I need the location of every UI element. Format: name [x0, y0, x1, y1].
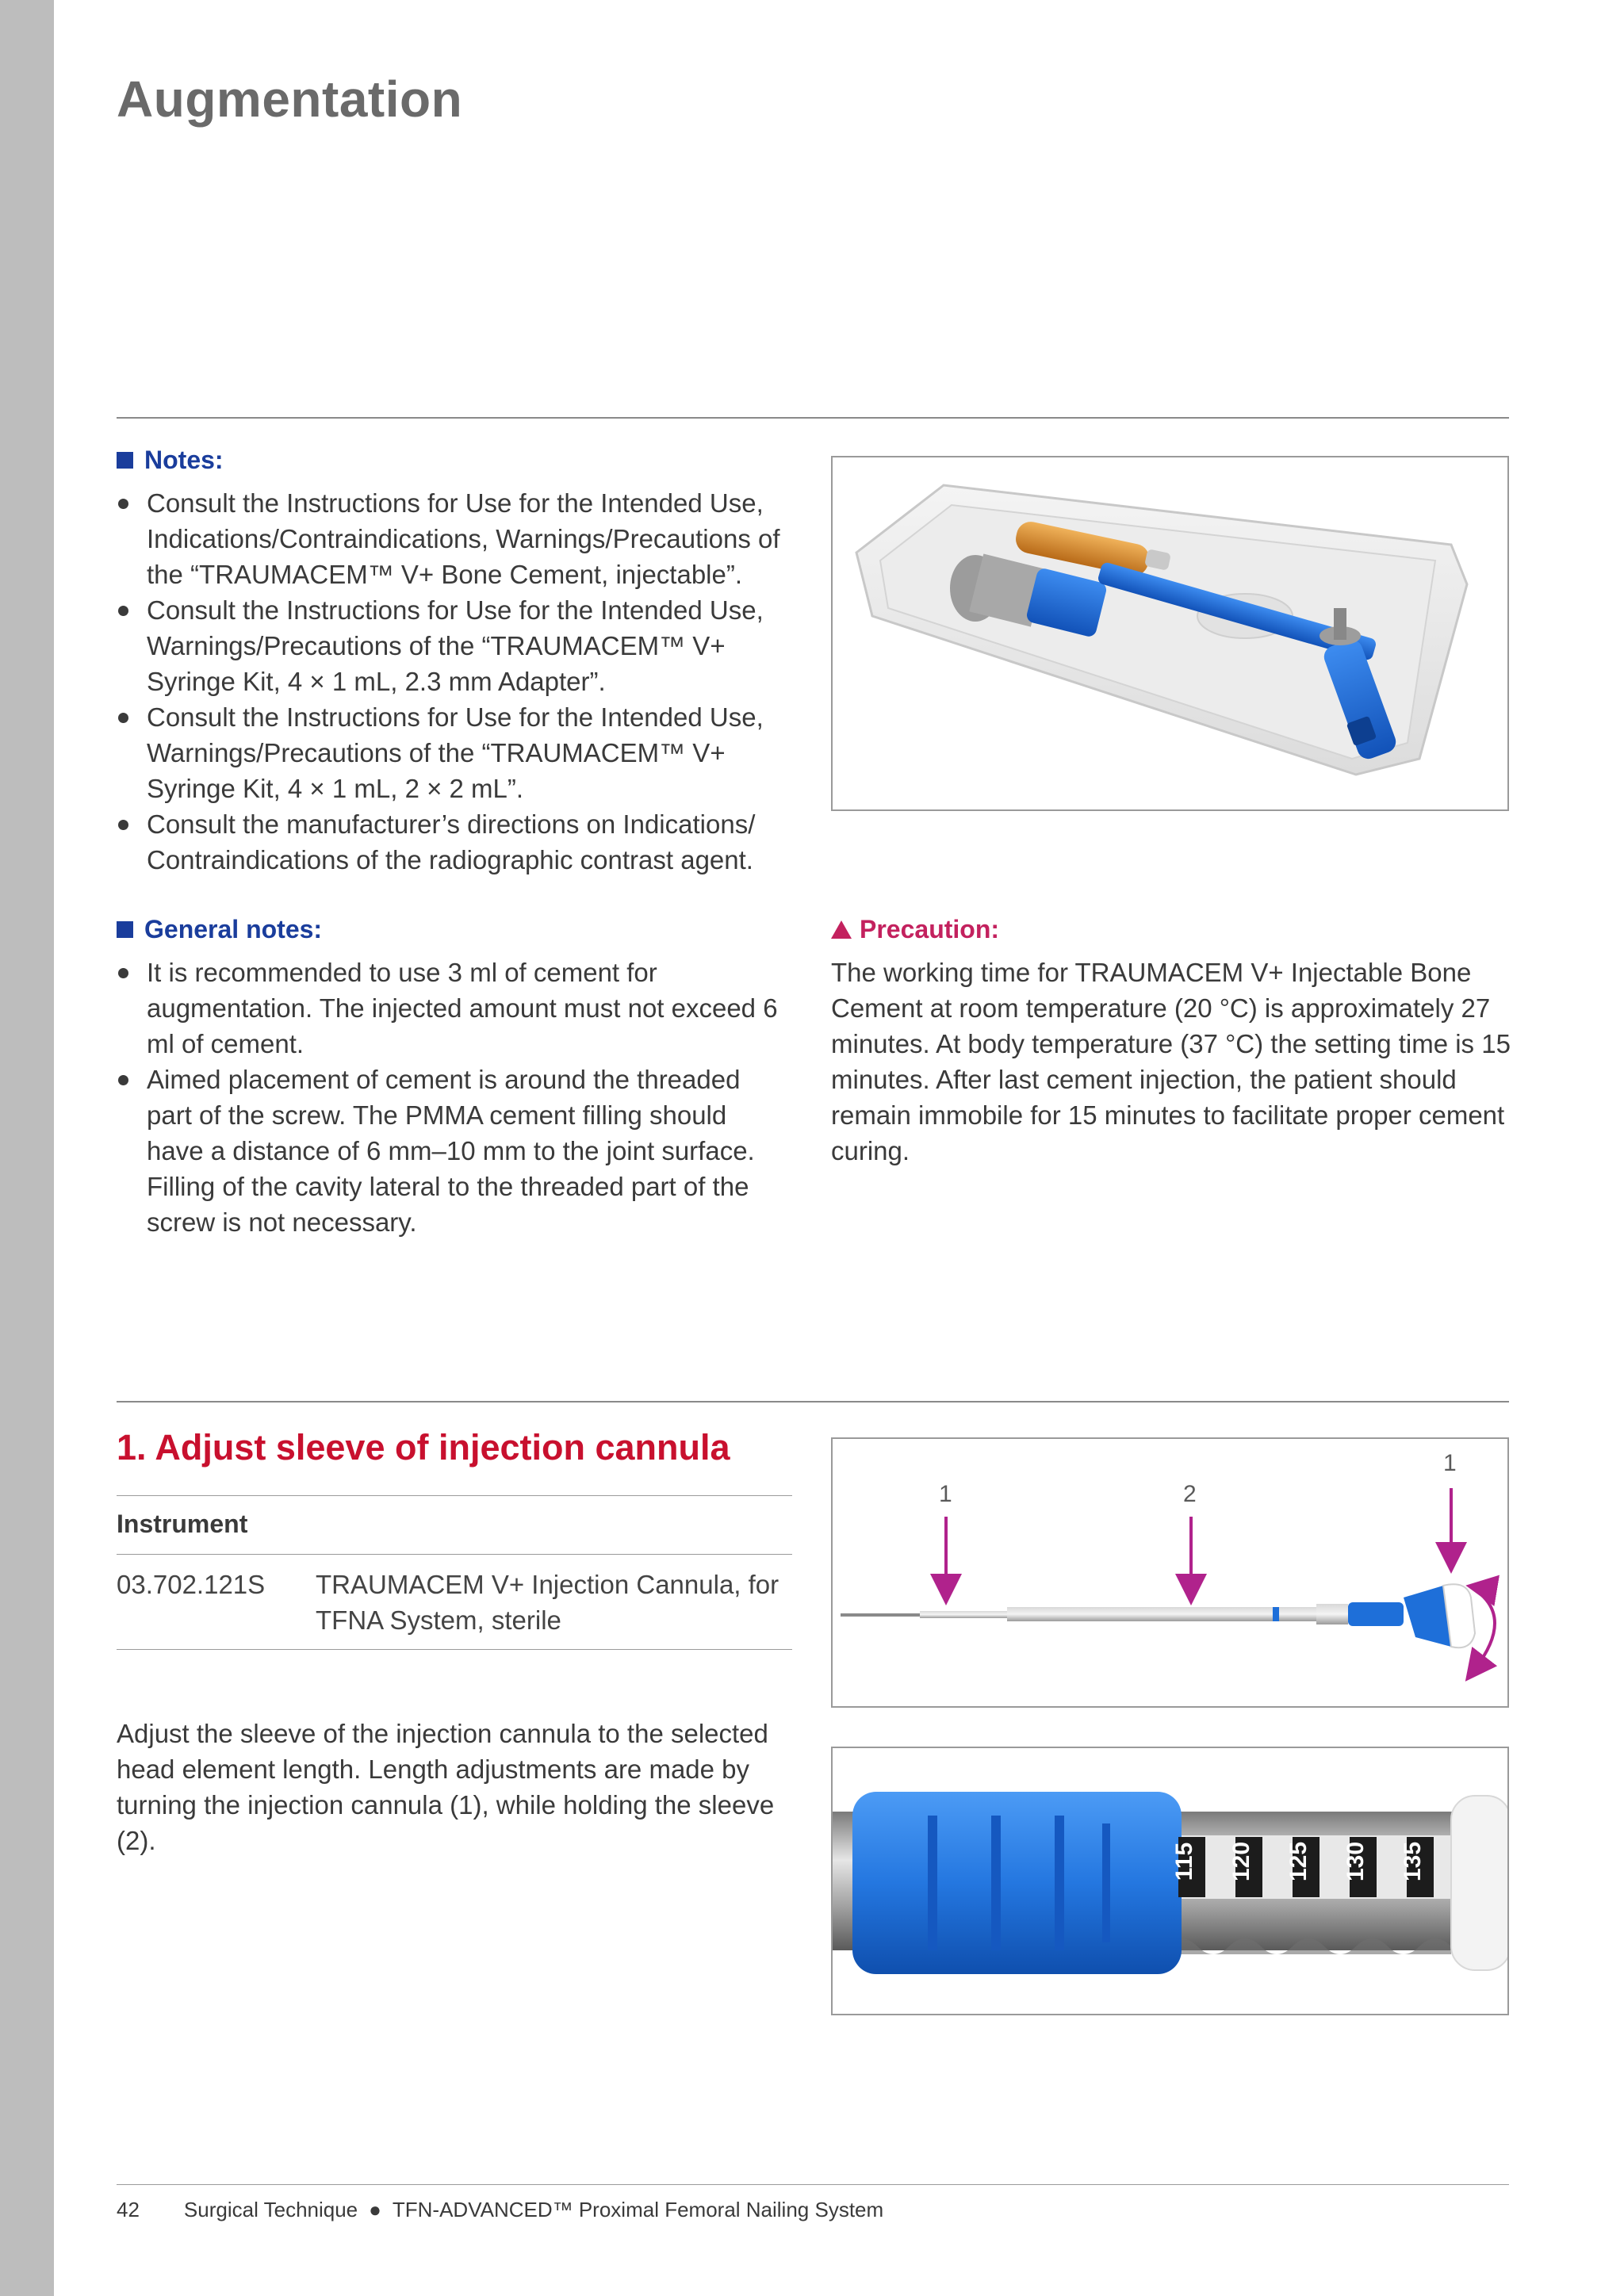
callout-label-1b: 1	[1443, 1450, 1457, 1476]
step-title: 1. Adjust sleeve of injection cannula	[117, 1427, 730, 1468]
general-notes-item: It is recommended to use 3 ml of cement for augmentation. The injected amount must not exceed 6 ml of cement.	[117, 955, 783, 1062]
notes-item: Consult the Instructions for Use for the Intended Use, Warnings/Precautions of the “TRAUMACEM™ V+ Syringe Kit, 4 × 1 mL, 2.3 mm Adapter”.	[117, 592, 783, 699]
notes-item: Consult the manufacturer’s directions on Indications/ Contraindications of the radiographic contrast agent.	[117, 806, 783, 878]
square-bullet-icon	[117, 452, 133, 469]
scale-mark-label: 120	[1228, 1841, 1254, 1882]
square-bullet-icon	[117, 921, 133, 938]
footer-divider	[117, 2184, 1509, 2185]
syringe-kit-illustration	[833, 457, 1509, 811]
notes-heading	[117, 446, 224, 475]
sleeve-scale-figure	[831, 1747, 1509, 2015]
general-notes-item: Aimed placement of cement is around the threaded part of the screw. The PMMA cement filling should have a distance of 6 mm–10 mm to the joint surface. Filling of the cavity lateral to the threaded part of the screw is not necessary.	[117, 1062, 783, 1240]
section-divider	[117, 1401, 1509, 1402]
notes-list	[117, 485, 783, 878]
injection-cannula-illustration	[833, 1439, 1509, 1708]
notes-item: Consult the Instructions for Use for the Intended Use, Warnings/Precautions of the “TRAUMACEM™ V+ Syringe Kit, 4 × 1 mL, 2 × 2 mL”.	[117, 699, 783, 806]
callout-label-2: 2	[1183, 1481, 1197, 1507]
warning-triangle-icon	[831, 920, 852, 939]
precaution-text: The working time for TRAUMACEM V+ Injectable Bone Cement at room temperature (20 °C) is approximately 27 minutes. At body temperature (37 °C) the setting time is 15 minutes. After last cement injection, the patient should remain immobile for 15 minutes to facilitate proper cement curing.	[831, 958, 1511, 1165]
footer-product: TFN-ADVANCED™ Proximal Femoral Nailing System	[392, 2198, 884, 2221]
scale-mark-label: 130	[1342, 1841, 1369, 1882]
general-notes-list	[117, 955, 783, 1240]
scale-mark-label: 125	[1285, 1841, 1312, 1882]
precaution-heading	[831, 915, 999, 944]
notes-item: Consult the Instructions for Use for the Intended Use, Indications/Contraindications, Warnings/Precautions of the “TRAUMACEM™ V+ Bone Cement, injectable”.	[117, 485, 783, 592]
instrument-rule-top	[117, 1495, 792, 1496]
page-title: Augmentation	[117, 71, 463, 128]
general-notes-heading	[117, 915, 322, 944]
instrument-rule-bottom	[117, 1649, 792, 1650]
sleeve-scale-illustration	[833, 1748, 1509, 2015]
page-number: 42	[117, 2198, 140, 2221]
rotation-arrow	[1475, 1590, 1495, 1669]
top-divider	[117, 417, 1509, 419]
instrument-rule-mid	[117, 1554, 792, 1555]
syringe-kit-figure	[831, 456, 1509, 811]
callout-label-1: 1	[939, 1481, 952, 1507]
footer-doc: Surgical Technique	[183, 2198, 358, 2221]
scale-mark-label: 115	[1171, 1842, 1197, 1881]
instrument-description: TRAUMACEM V+ Injection Cannula, for TFNA System, sterile	[316, 1570, 779, 1635]
footer	[117, 2198, 883, 2222]
instrument-label: Instrument	[117, 1510, 248, 1538]
injection-cannula-figure	[831, 1437, 1509, 1708]
footer-bullet: ●	[369, 2198, 381, 2221]
general-notes-heading-text: General notes:	[144, 915, 323, 943]
step-description: Adjust the sleeve of the injection cannula to the selected head element length. Length adjustments are made by turning the injection cannula (1), while holding the sleeve (2).	[117, 1719, 775, 1855]
precaution-heading-text: Precaution:	[860, 915, 1000, 943]
notes-heading-text: Notes:	[144, 446, 224, 474]
side-bar	[0, 0, 54, 2296]
instrument-code: 03.702.121S	[117, 1570, 266, 1599]
scale-mark-label: 135	[1400, 1841, 1426, 1882]
